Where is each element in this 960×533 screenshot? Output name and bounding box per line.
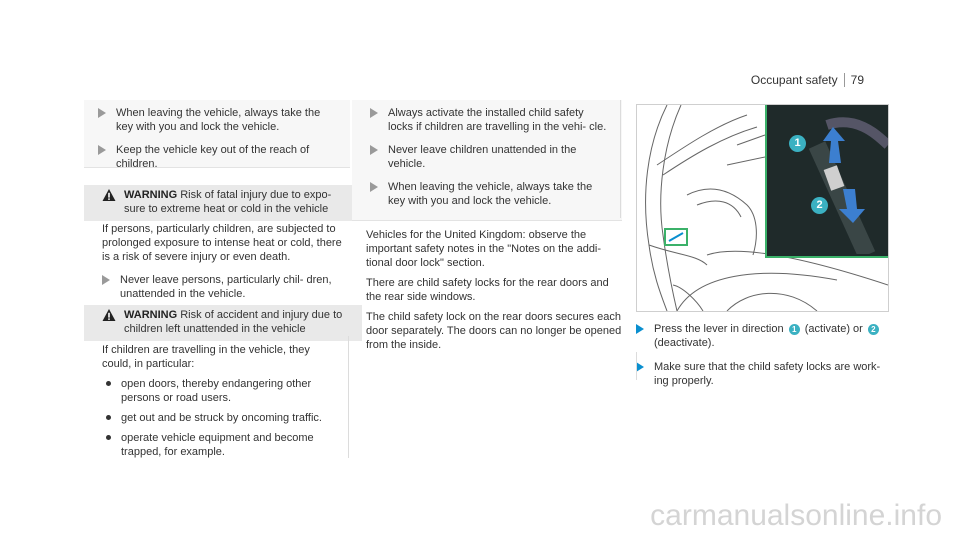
- step-2: Make sure that the child safety locks are work- ing properly.: [654, 361, 881, 387]
- bullet-dot-icon: [106, 381, 111, 386]
- page-header: [751, 73, 864, 87]
- list-item: Always activate the installed child safety locks if children are travelling in the vehi- cle.: [370, 106, 610, 134]
- figure-badge-1: 1: [789, 135, 806, 152]
- list-item: When leaving the vehicle, always take the key with you and lock the vehicle.: [98, 106, 338, 134]
- step-1: Press the lever in direction 1 (activate) or 2 (deactivate).: [654, 322, 896, 350]
- list-item: [636, 322, 896, 350]
- triangle-bullet-icon: [370, 182, 378, 192]
- col2-body: Vehicles for the United Kingdom: observe the important safety notes in the "Notes on the addi- tional door lock" section. There are child safety locks for the rear doors and the rear side windows. The child safety lock on the rear doors secures each door separately. The doors can no longer be opened from the inside.: [366, 229, 622, 351]
- triangle-bullet-icon: [98, 108, 106, 118]
- child-lock-figure: [636, 104, 889, 312]
- header-separator: [844, 73, 845, 87]
- col3-steps: [636, 322, 896, 397]
- triangle-bullet-icon: [636, 324, 644, 334]
- triangle-bullet-icon: [102, 275, 110, 285]
- bullet-dot-icon: [106, 435, 111, 440]
- warning-title-2: WARNING Risk of accident and injury due to children left unattended in the vehicle: [124, 309, 343, 335]
- section-title: Occupant safety: [750, 73, 838, 87]
- col2-box-divider: [620, 100, 621, 218]
- lock-detail-inset: [765, 105, 889, 258]
- list-item: Keep the vehicle key out of the reach of children.: [98, 143, 338, 171]
- list-item: When leaving the vehicle, always take the key with you and lock the vehicle.: [370, 180, 610, 208]
- page-number: 79: [850, 73, 864, 87]
- watermark: carmanualsonline.info: [650, 499, 942, 532]
- bullet-dot-icon: [106, 415, 111, 420]
- triangle-bullet-icon: [370, 108, 378, 118]
- list-item: [636, 360, 896, 388]
- figure-badge-2: 2: [811, 197, 828, 214]
- warning2-divider: [348, 336, 349, 458]
- warning-body-1: If persons, particularly children, are subjected to prolonged exposure to intense heat or cold, there is a risk of severe injury or even death. Never leave persons, particularly chil- dren, unattended in the vehicle.: [102, 223, 342, 300]
- triangle-bullet-icon: [636, 362, 644, 372]
- list-item: operate vehicle equipment and become trapped, for example.: [102, 431, 342, 459]
- warning-header-1: [84, 185, 362, 221]
- col3-divider: [636, 352, 637, 380]
- warning-triangle-icon: [102, 308, 116, 322]
- warning-header-2: [84, 305, 362, 341]
- warning-body-2: If children are travelling in the vehicle, they could, in particular: open doors, thereby endangering other persons or road users. get out and be struck by oncoming traffic. operate vehicle equipment and become trapped, for example.: [102, 343, 342, 465]
- col1-bullet-box: [84, 100, 350, 168]
- list-item: Never leave persons, particularly chil- dren, unattended in the vehicle.: [102, 273, 342, 301]
- warning-title-1: WARNING Risk of fatal injury due to expo- sure to extreme heat or cold in the vehicle: [124, 189, 332, 215]
- list-item: get out and be struck by oncoming traffic.: [102, 411, 342, 425]
- col2-bullet-box: [352, 100, 622, 221]
- list-item: Never leave children unattended in the vehicle.: [370, 143, 610, 171]
- step-badge-1: 1: [789, 324, 800, 335]
- triangle-bullet-icon: [98, 145, 106, 155]
- triangle-bullet-icon: [370, 145, 378, 155]
- list-item: open doors, thereby endangering other persons or road users.: [102, 377, 342, 405]
- lock-lever-detail: [767, 105, 888, 254]
- warning-triangle-icon: [102, 188, 116, 202]
- step-badge-2: 2: [868, 324, 879, 335]
